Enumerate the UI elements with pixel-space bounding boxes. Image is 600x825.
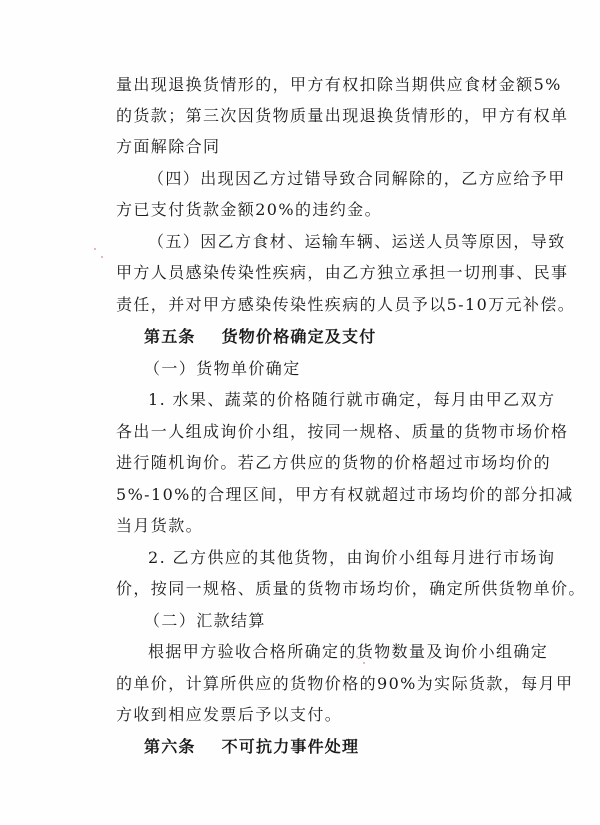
subsection-heading: （一）货物单价确定	[144, 359, 301, 378]
paragraph-line: 的单价，计算所供应的货物价格的90%为实际货款，每月甲	[116, 674, 574, 693]
stamp-speck	[94, 248, 96, 250]
article-title: 不可抗力事件处理	[221, 737, 360, 756]
paragraph-line: 方收到相应发票后予以支付。	[116, 705, 343, 724]
subsection-heading: （二）汇款结算	[144, 611, 266, 630]
paragraph-line: 当月货款。	[116, 516, 204, 535]
paragraph-line: 各出一人组成询价小组，按同一规格、质量的货物市场价格	[116, 422, 569, 441]
article-5-heading	[144, 327, 376, 347]
paragraph-line: 甲方人员感染传染性疾病，由乙方独立承担一切刑事、民事	[116, 263, 569, 282]
article-6-heading	[144, 737, 359, 757]
paragraph-line: 量出现退换货情形的，甲方有权扣除当期供应食材金额5%	[116, 75, 562, 94]
paragraph-line: 进行随机询价。若乙方供应的货物的价格超过市场均价的	[116, 453, 552, 472]
paragraph-line: 根据甲方验收合格所确定的货物数量及询价小组确定	[148, 642, 549, 661]
stamp-speck	[101, 256, 103, 258]
paragraph-line: 方面解除合同	[116, 137, 221, 156]
paragraph-line: 责任，并对甲方感染传染性疾病的人员予以5-10万元补偿。	[116, 295, 576, 314]
paragraph-line: 2. 乙方供应的其他货物，由询价小组每月进行市场询	[148, 548, 556, 567]
stamp-speck	[363, 662, 365, 664]
paragraph-line: （五）因乙方食材、运输车辆、运送人员等原因，导致	[148, 232, 566, 251]
paragraph-line: （四）出现因乙方过错导致合同解除的，乙方应给予甲	[148, 169, 566, 188]
article-title: 货物价格确定及支付	[221, 327, 377, 346]
paragraph-line: 方已支付货款金额20%的违约金。	[116, 200, 382, 219]
paragraph-line: 价，按同一规格、质量的货物市场均价，确定所供货物单价。	[116, 579, 586, 598]
paragraph-line: 的货款；第三次因货物质量出现退换货情形的，甲方有权单	[116, 106, 569, 125]
paragraph-line: 5%-10%的合理区间，甲方有权就超过市场均价的部分扣减	[116, 485, 574, 504]
article-number: 第六条	[144, 737, 196, 756]
article-number: 第五条	[144, 327, 196, 346]
paragraph-line: 1. 水果、蔬菜的价格随行就市确定，每月由甲乙双方	[148, 390, 556, 409]
